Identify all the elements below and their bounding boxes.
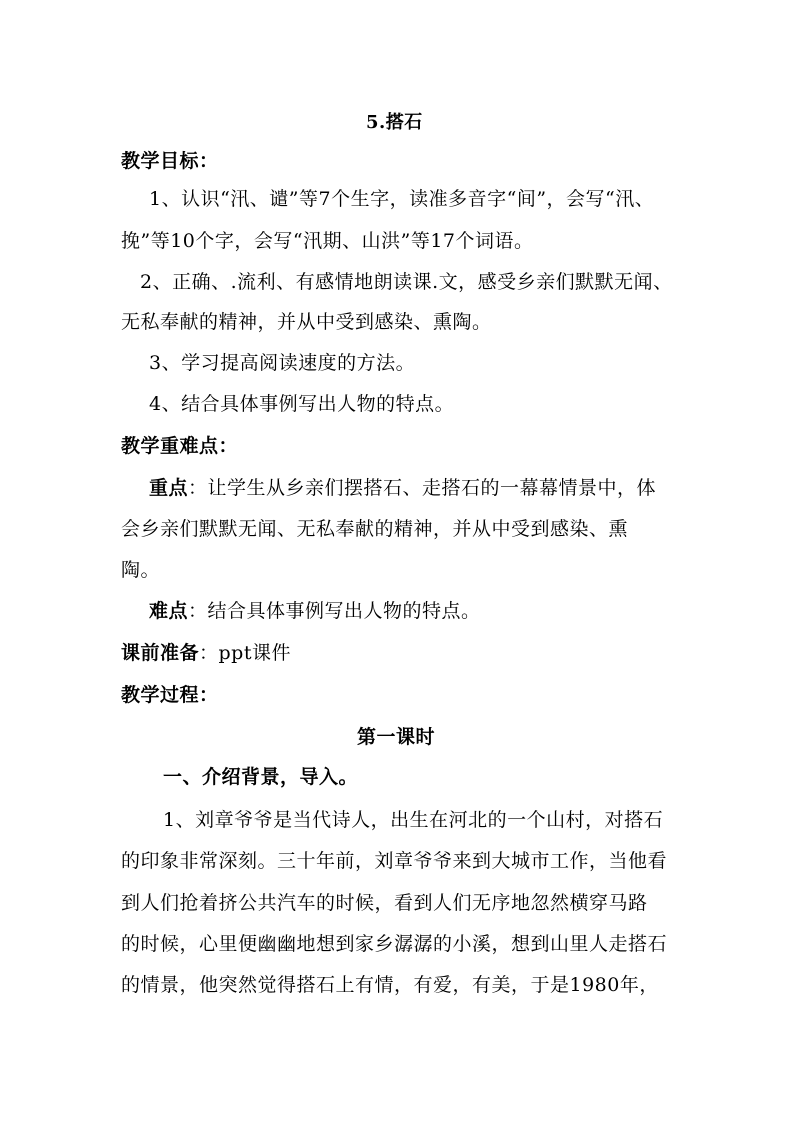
objective-line: 2、正确、.流利、有感情地朗读课.文，感受乡亲们默默无闻、: [140, 271, 673, 293]
section-heading: 一、介绍背景，导入。: [163, 766, 359, 788]
objective-line: 4、结合具体事例写出人物的特点。: [149, 393, 455, 415]
lesson-title: 第一课时: [357, 726, 436, 748]
objectives-heading: 教学目标：: [121, 150, 219, 172]
key-point-text: ：让学生从乡亲们摆搭石、走搭石的一幕幕情景中，体: [188, 477, 657, 499]
key-point-label: 重点: [149, 477, 189, 499]
key-point-line: 会乡亲们默默无闻、无私奉献的精神，并从中受到感染、熏: [121, 518, 629, 540]
body-line: 的印象非常深刻。三十年前，刘章爷爷来到大城市工作，当他看: [121, 850, 668, 872]
process-heading: 教学过程：: [121, 684, 219, 706]
objective-line: 挽”等10个字，会写“汛期、山洪”等17个词语。: [121, 230, 534, 252]
prep-label: 课前准备: [121, 642, 200, 664]
objective-line: 无私奉献的精神，并从中受到感染、熏陶。: [121, 311, 492, 333]
body-line: 的时候，心里便幽幽地想到家乡潺潺的小溪，想到山里人走搭石: [121, 933, 668, 955]
difficulty-label: 难点: [149, 600, 189, 622]
document-title: 5.搭石: [366, 112, 423, 133]
key-point-line: 陶。: [121, 559, 161, 581]
body-line: 1、刘章爷爷是当代诗人，出生在河北的一个山村，对搭石: [163, 809, 664, 831]
prep-text: ：ppt课件: [199, 642, 291, 664]
objective-line: 3、学习提高阅读速度的方法。: [149, 352, 416, 374]
prep-line: [121, 641, 291, 665]
difficulty-text: ：结合具体事例写出人物的特点。: [188, 600, 481, 622]
difficulty-line: [149, 599, 481, 623]
key-points-heading: 教学重难点：: [121, 435, 239, 457]
body-line: 到人们抢着挤公共汽车的时候，看到人们无序地忽然横穿马路: [121, 892, 648, 914]
objective-line: 1、认识“汛、谴”等7个生字，读准多音字“间”，会写“汛、: [149, 188, 655, 210]
key-point-line: [149, 476, 656, 500]
body-line: 的情景，他突然觉得搭石上有情，有爱，有美，于是1980年，: [121, 974, 659, 996]
